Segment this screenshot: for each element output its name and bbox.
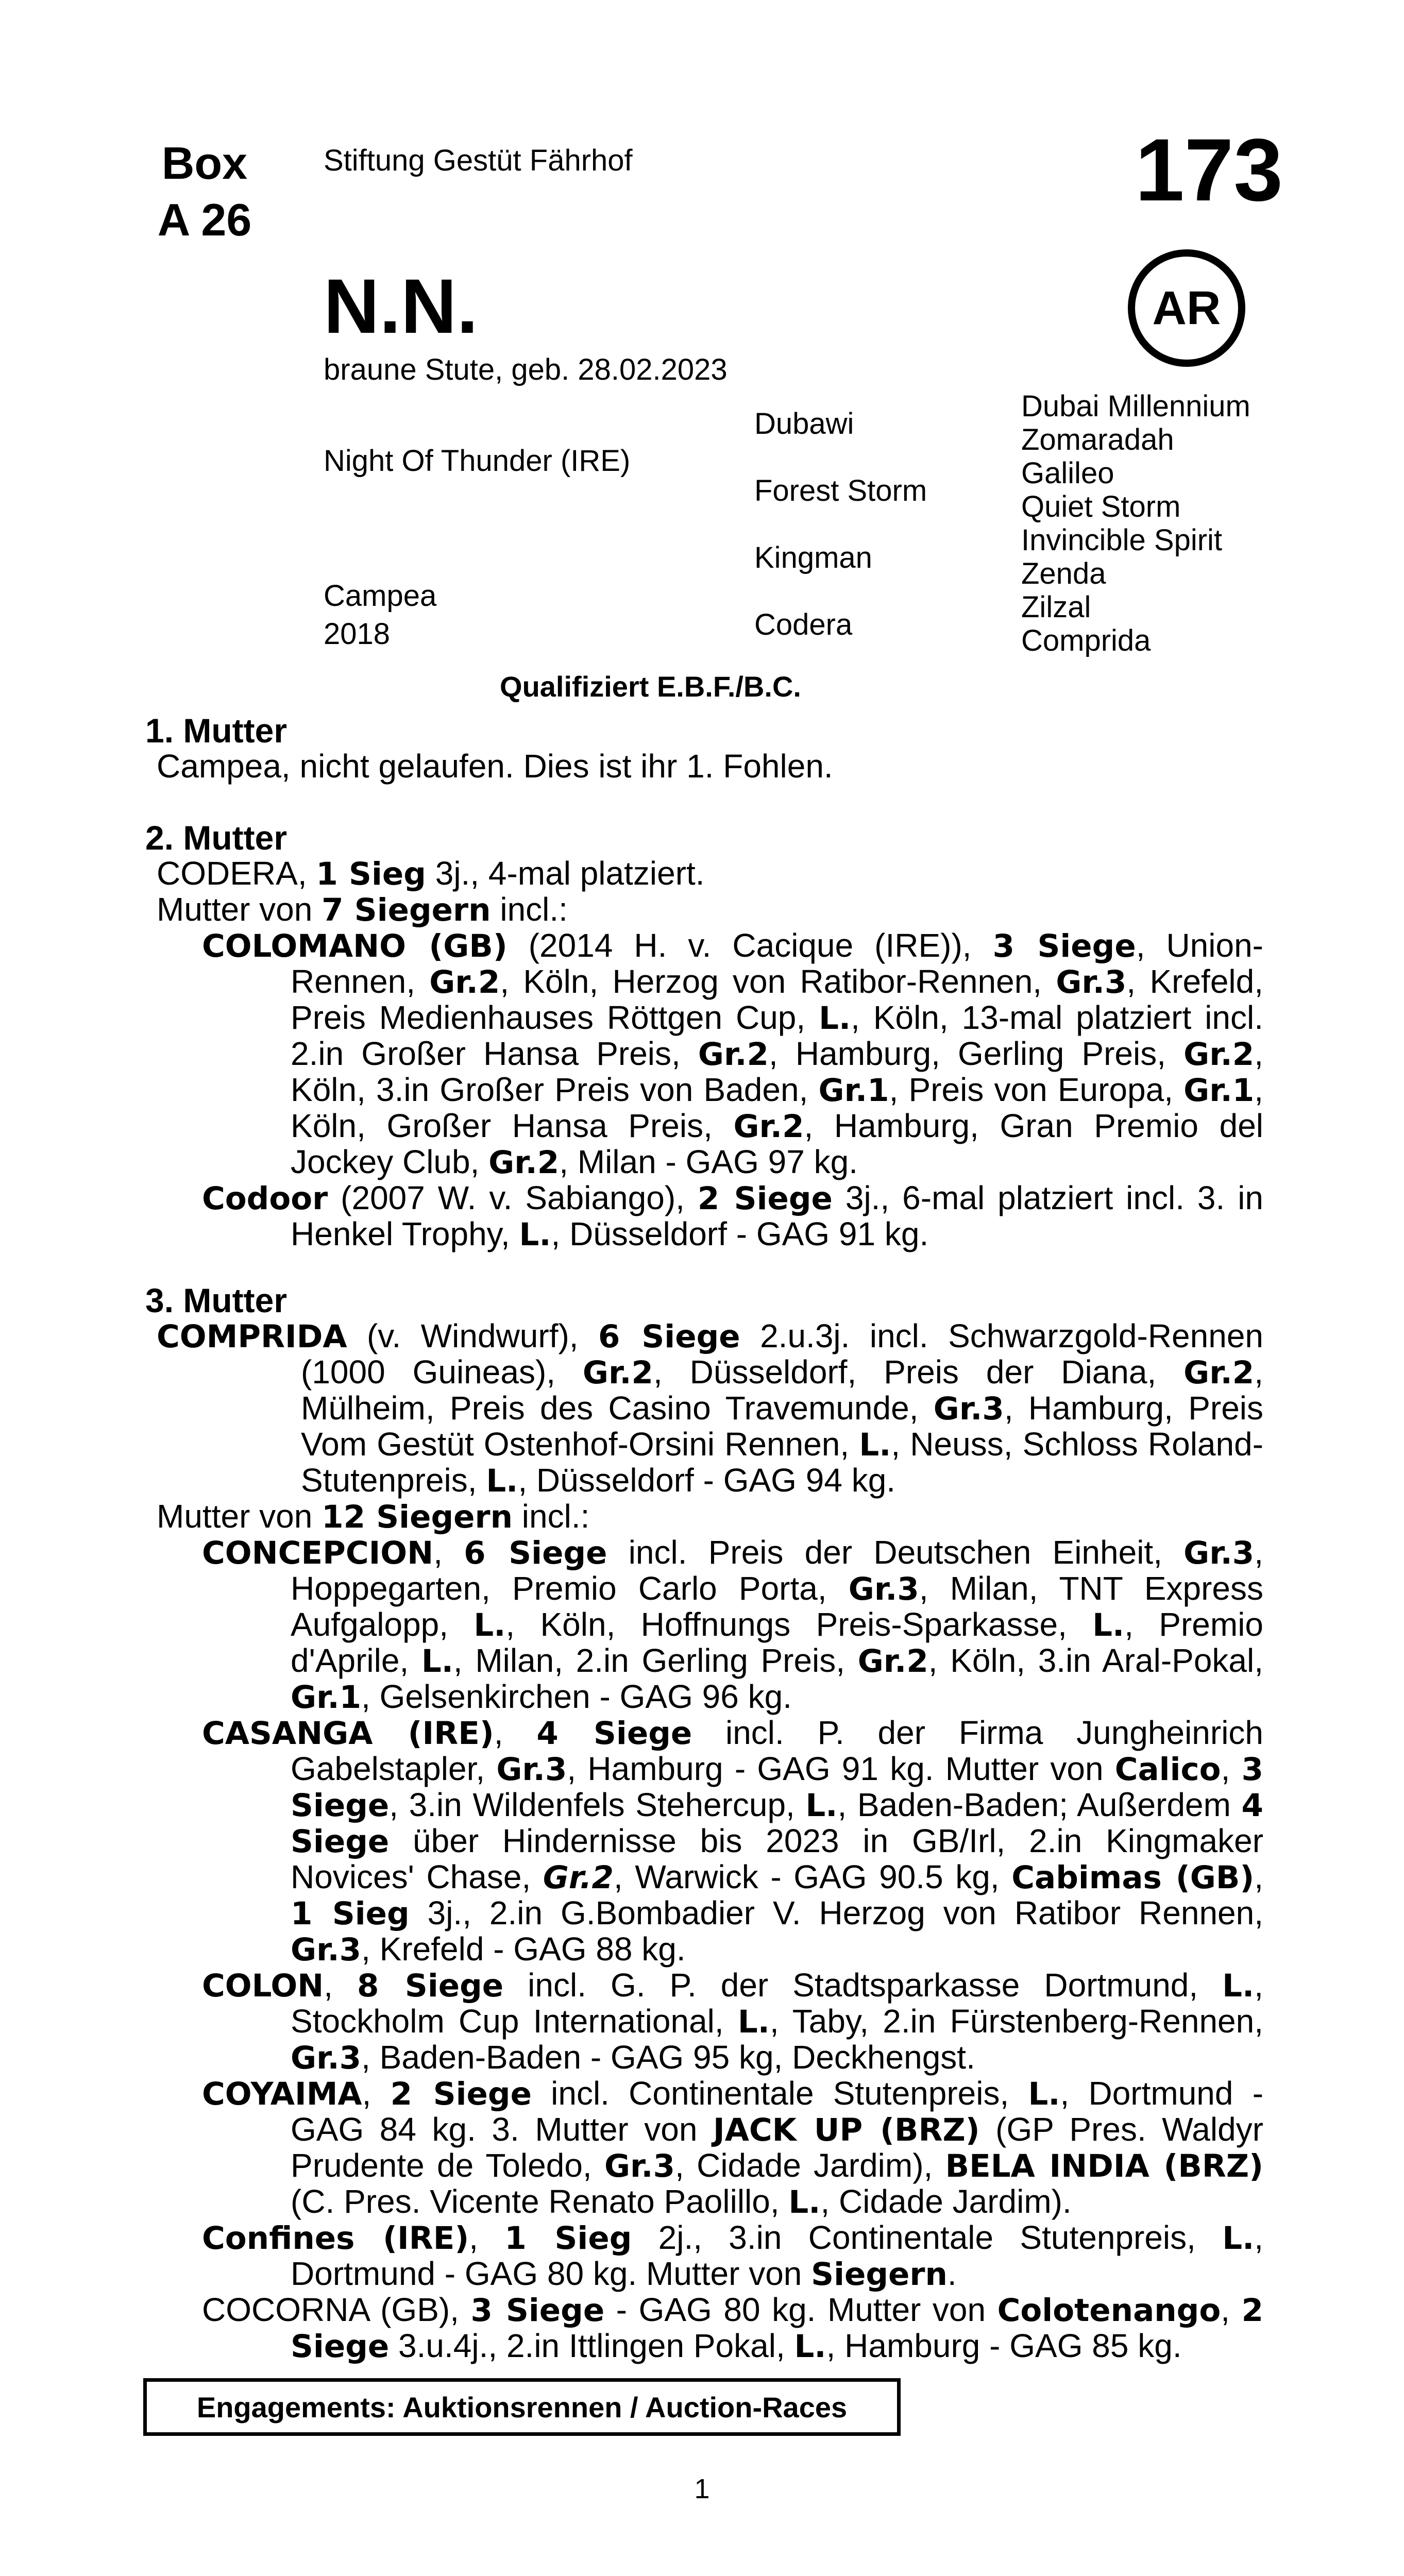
second-dam-heading: 2. Mutter (145, 819, 287, 857)
third-dam-heading: 3. Mutter (145, 1281, 287, 1319)
pedigree-grandparent: Dubawi (754, 407, 854, 440)
pedigree-grandparent: Codera (754, 608, 853, 641)
box-location (145, 135, 264, 248)
ar-badge: AR (1128, 249, 1245, 367)
pedigree-sire: Night Of Thunder (IRE) (324, 444, 631, 478)
third-dam-produce: Mutter von 12 Siegern incl.: (157, 1498, 590, 1535)
engagements-box: Engagements: Auktionsrennen / Auction-Races (143, 2378, 901, 2436)
produce-entry: CONCEPCION, 6 Siege incl. Preis der Deutschen Einheit, Gr.3, Hoppegarten, Premio Carlo Porta, Gr.3, Milan, TNT Express Aufgalopp, L., Köln, Hoffnungs Preis-Sparkasse, L., Premio d'Aprile, L., Milan, 2.in Gerling Preis, Gr.2, Köln, 3.in Aral-Pokal, Gr.1, Gelsenkirchen - GAG 96 kg. (202, 1534, 1264, 1716)
second-dam-section (145, 820, 1263, 1252)
produce-entry: CASANGA (IRE), 4 Siege incl. P. der Firma Jungheinrich Gabelstapler, Gr.3, Hamburg - GAG 91 kg. Mutter von Calico, 3 Siege, 3.in Wildenfels Stehercup, L., Baden-Baden; Außerdem 4 Siege über Hindernisse bis 2023 in GB/Irl, 2.in Kingmaker Novices' Chase, Gr.2, Warwick - GAG 90.5 kg, Cabimas (GB), 1 Sieg 3j., 2.in G.Bombadier V. Herzog von Ratibor Rennen, Gr.3, Krefeld - GAG 88 kg. (202, 1714, 1264, 1968)
pedigree-great-grandparent: Quiet Storm (1021, 490, 1181, 523)
qualification-text: Qualifiziert E.B.F./B.C. (500, 670, 801, 703)
third-dam-section (145, 1283, 1263, 2364)
horse-name: N.N. (324, 263, 478, 349)
owner-name: Stiftung Gestüt Fährhof (324, 144, 633, 177)
pedigree-great-grandparent: Zenda (1021, 557, 1106, 590)
pedigree-great-grandparent: Invincible Spirit (1021, 523, 1223, 557)
pedigree-great-grandparent: Dubai Millennium (1021, 389, 1250, 423)
produce-entry: COCORNA (GB), 3 Siege - GAG 80 kg. Mutter von Colotenango, 2 Siege 3.u.4j., 2.in Ittlingen Pokal, L., Hamburg - GAG 85 kg. (202, 2291, 1264, 2365)
second-dam-produce: Mutter von 7 Siegern incl.: (157, 891, 568, 928)
page-number: 1 (694, 2473, 710, 2504)
qualification-line (0, 670, 1404, 703)
third-dam-record: COMPRIDA (v. Windwurf), 6 Siege 2.u.3j. incl. Schwarzgold-Rennen (1000 Guineas), Gr.2, Düsseldorf, Preis der Diana, Gr.2, Mülheim, Preis des Casino Travemunde, Gr.3, Hamburg, Preis Vom Gestüt Ostenhof-Orsini Rennen, L., Neuss, Schloss Roland-Stutenpreis, L., Düsseldorf - GAG 94 kg. (157, 1317, 1264, 1499)
pedigree-grandparent: Kingman (754, 541, 872, 574)
pedigree-great-grandparent: Zomaradah (1021, 423, 1174, 456)
lot-number: 173 (1135, 121, 1283, 219)
pedigree-grandparent: Forest Storm (754, 474, 927, 507)
produce-entry: Codoor (2007 W. v. Sabiango), 2 Siege 3j., 6-mal platziert incl. 3. in Henkel Trophy, L., Düsseldorf - GAG 91 kg. (202, 1179, 1264, 1253)
first-dam-section (145, 713, 1263, 784)
first-dam-text: Campea, nicht gelaufen. Dies ist ihr 1. Fohlen. (157, 748, 833, 785)
horse-description: braune Stute, geb. 28.02.2023 (324, 353, 728, 386)
pedigree-great-grandparent: Comprida (1021, 624, 1151, 657)
first-dam-heading: 1. Mutter (145, 711, 287, 750)
pedigree-great-grandparent: Galileo (1021, 456, 1114, 490)
box-label: Box (161, 138, 248, 189)
produce-entry: COYAIMA, 2 Siege incl. Continentale Stutenpreis, L., Dortmund - GAG 84 kg. 3. Mutter von JACK UP (BRZ) (GP Pres. Waldyr Prudente de Toledo, Gr.3, Cidade Jardim), BELA INDIA (BRZ) (C. Pres. Vicente Renato Paolillo, L., Cidade Jardim). (202, 2075, 1264, 2221)
box-number: A 26 (157, 194, 252, 245)
pedigree-great-grandparents (1021, 389, 1250, 657)
pedigree-great-grandparent: Zilzal (1021, 590, 1091, 624)
produce-entry: COLOMANO (GB) (2014 H. v. Cacique (IRE)), 3 Siege, Union-Rennen, Gr.2, Köln, Herzog von Ratibor-Rennen, Gr.3, Krefeld, Preis Medienhauses Röttgen Cup, L., Köln, 13-mal platziert incl. 2.in Großer Hansa Preis, Gr.2, Hamburg, Gerling Preis, Gr.2, Köln, 3.in Großer Preis von Baden, Gr.1, Preis von Europa, Gr.1, Köln, Großer Hansa Preis, Gr.2, Hamburg, Gran Premio del Jockey Club, Gr.2, Milan - GAG 97 kg. (202, 927, 1264, 1181)
pedigree-dam: Campea (324, 579, 437, 613)
produce-entry: COLON, 8 Siege incl. G. P. der Stadtsparkasse Dortmund, L., Stockholm Cup International, L., Taby, 2.in Fürstenberg-Rennen, Gr.3, Baden-Baden - GAG 95 kg, Deckhengst. (202, 1967, 1264, 2076)
produce-entry: Confines (IRE), 1 Sieg 2j., 3.in Continentale Stutenpreis, L., Dortmund - GAG 80 kg. Mutter von Siegern. (202, 2219, 1264, 2293)
second-dam-record: CODERA, 1 Sieg 3j., 4-mal platziert. (157, 855, 705, 892)
pedigree-dam-year: 2018 (324, 617, 391, 651)
